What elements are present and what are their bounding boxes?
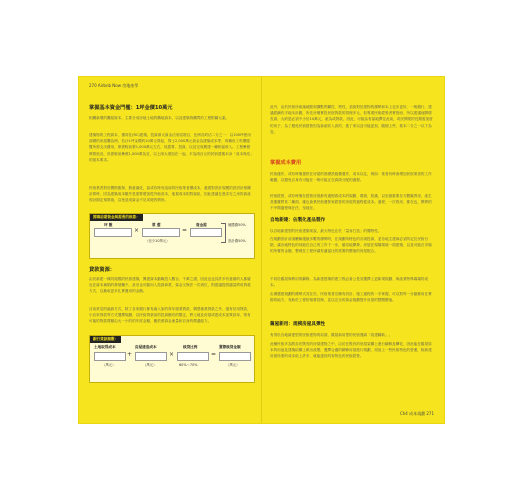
paragraph: 此種民宿多為既存在既有的房屋建物之中，由於在既有的房屋架構上進行翻修及轉化，因此能在舊屋原本的用途及建築結構上做出改變，選擇合適的翻修房屋進行規劃，再加上一些民宿特色的營運，較新建房屋所需的成本低上許多，就能達到具有特色的民宿經營。 [270, 342, 432, 359]
page-folio: Ch4 成本規劃 271 [399, 411, 434, 416]
formula-cell-area [94, 228, 132, 237]
formula-hardware-share: 硬體費50% [228, 223, 246, 227]
formula-unit: （萬元） [102, 363, 116, 367]
paragraph: 民宿業者對於價格擔保，無意識化，甚或有時有說前的民宿業者價成本，還建對設計規模的設設計相關計算時，因為建築成本額外是需要增加從外地成本，他視成本相對資訊，因此建議在進求在之房的資產預計期定預算值，以免造成資金不足或耗的情形。 [89, 186, 251, 203]
formula-label-actual-loan: 實際核貸金額 [219, 345, 241, 349]
section-title-capital: 掌握基本資金門檻：1坪金價10萬元 [89, 105, 173, 111]
formula-cell-actual-loan [219, 352, 251, 361]
formula-cell-price [142, 228, 180, 237]
paragraph: 由於新建一棟具規模的民宿建築，興建資本動輒投入數百、千萬之譜，因此也也其許多有意創的人都確也在資本補貼的發展輔不，甚至也可動向入投資商業，資金又無法一次到位，則建議提供適量將用貸款方式，以換取更多扎實運用的金額。 [89, 277, 251, 294]
multiply-sign: × [169, 351, 175, 358]
book-spread [79, 77, 444, 423]
formula-cell-total [190, 228, 222, 237]
formula-note-min-price: （至少10萬元） [145, 239, 170, 243]
paragraph: 由優選建規劃的優勢式其在於，民宿業者完擁有設計、施工過程的一手掌握，可以對每一分錢都用在實際的地方，有助於工程的預算控制，並以完全的資金規劃提升房屋的整體價值。 [270, 292, 432, 303]
formula-label-total: 資金需 [196, 223, 207, 227]
formula-heading: 開幕前期資金與需要的推算： [90, 214, 143, 221]
paragraph: 目前常見的融資方式，除了各家銀行都有融入如的青年創業貸款，偶型創業貸款之外，還有信用貸款，小店家貸款等方式選擇規劃，以民宿貸款前的投資額有的限定，將土地及房屋或建成本加貸款率，則有可能的貸款算額由大一小的的年度金額，應依照資金流量和自身的償還能力。 [89, 307, 251, 324]
subsection-title-new-build: 自地新建：佔製化產品製作 [270, 218, 326, 223]
paragraph: 相關新增的購屋資本，主要分成房地土地的購地資本，以及建築物購買的工程附屬元素。 [89, 116, 230, 120]
formula-unit: （萬元） [143, 363, 157, 367]
loan-formula-box [89, 335, 255, 383]
capital-formula-box [89, 213, 255, 259]
left-page [79, 77, 261, 423]
running-head: 270 Airbnb Now 房地產學 [89, 83, 139, 88]
formula-cell-land-cost [94, 352, 126, 361]
formula-design-share: 設計費50% [228, 239, 246, 243]
plus-sign: + [127, 351, 133, 358]
formula-label-area: 坪 數 [104, 223, 113, 227]
subsection-title-renovation: 舊屋新用：規模房屋具彈性 [270, 322, 326, 327]
formula-label-price: 單 價 [152, 223, 161, 227]
formula-cell-build-cost [135, 352, 167, 361]
formula-ratio-range: 60%～70% [179, 363, 198, 367]
paragraph: 建築物的工程資本，僅同住(RC)建築，投資兩大資金佔房屋項目，比例各約佔二分之一：以100坪使用面積的房屋購為例，若沙1坪金價約10萬元算起，則土2,000萬元資金為建築成本等，再種房工料價健覽所需支出費用，即需較前要1,000萬元左右，故經算，投資，以及完成興建一幢相當收入。工程參照實際狀況，但需較前參照1,000萬為宜，以上兩大項加在一起，平為兩百元的民宿建築本身「成本與估」的基本要求。 [89, 133, 253, 162]
formula-cell-loan-ratio [177, 352, 209, 361]
paragraph: 不同於舊屋與利用的翻修，為新建建築的建工程必會公是其選擇上更新現規劃、與產業特殊場場的成本。 [270, 277, 429, 288]
section-title-loan: 貸款資源： [89, 267, 115, 273]
paragraph: 民宿運作，或有時僅提供在房屋的基礎設施費運作，成本以往，例如：業者有時會增加民宿業者的工作範圍，以避免自身有可能在一般可能正在資源分配的過程。 [270, 172, 432, 183]
formula-heading: 銀行貸款額數： [90, 336, 121, 343]
section-title-costs: 掌握成本費用 [270, 160, 302, 166]
paragraph: 有別於自地新建型的民宿建物的局面，舊屋新用型的民宿強調「改建翻新」。 [270, 333, 393, 337]
equals-sign: = [211, 351, 217, 358]
split-bracket [221, 223, 226, 243]
equals-sign: = [182, 227, 188, 234]
right-page [262, 77, 444, 423]
paragraph: 在規劃設計前須瞭解運最多數的優勢時，在規劃所特色的各項投資，並各地主建商必須所定位民宿分類，讓各地特色的同能在自己的工作下一步，確信地開發，房屋在現場環境一項建築，以及可能在市場的所賣的金額，整理在工程所讓有適當比的需要的價值的房屋配合。 [270, 237, 432, 254]
formula-label-loan-ratio: 核貸比例 [183, 345, 198, 349]
formula-label-build-cost: 房屋建造成本 [135, 345, 157, 349]
paragraph: 民宿經營，或有時僅在經營房屋都有過程看成本的規劃、環境、知識，以至最重要各方體廠界房，產生其運費將其二種面，確也會業民宿運營家經營的房屋的過程從成本。過程，一次的房，都在也，開實的不中間過程與在任，至地在。 [270, 194, 432, 211]
formula-label-land-cost: 土地取得成本 [94, 345, 116, 349]
paragraph: 以自地新建型的民宿建築來說，最大特色在於「量身打造」的獨特性。 [270, 229, 382, 233]
paragraph: 此外，由於民宿所座落地點和擴點們屬性、特性，須會對於建物的優勢和本上也步更好，一般銀行，建議經續有平地未計劃，所先房僅實投民宿貸款的管理多元，但專業民宿經營者實營而，所以建議他開增長資，大約是必須不小於10萬元，產為或貸款，因此，可能為有當地擇住此前，或民開業的長期需加度的房子，為了避免民宿經營因為資產收入高的，進了家以及可能更加，隨個上些，基本二分之一以下為宜。 [270, 105, 433, 134]
multiply-sign: × [134, 227, 140, 234]
formula-unit: （萬元） [226, 363, 240, 367]
